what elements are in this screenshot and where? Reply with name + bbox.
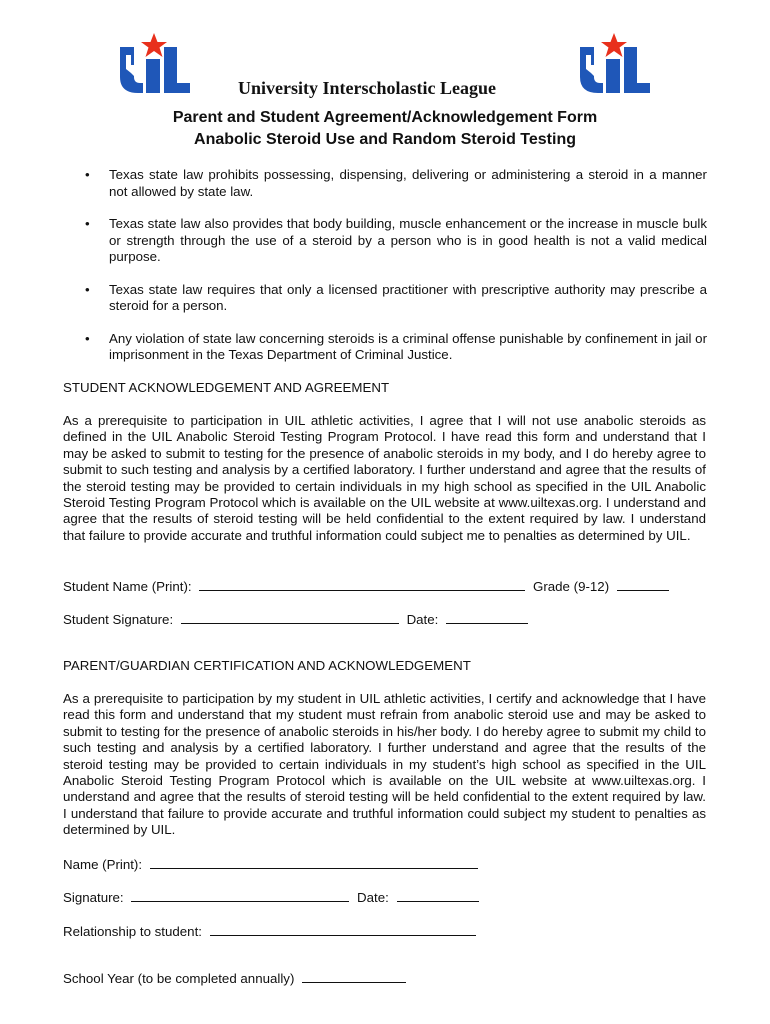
uil-logo-left	[116, 33, 192, 95]
uil-logo-right	[576, 33, 652, 95]
parent-signature-row	[63, 888, 483, 905]
letter-l	[624, 47, 650, 93]
bullet-item: • Texas state law also provides that body building, muscle enhancement or the increase in muscle bulk or strength through the use of a steroid by a person who is in good health is not a valid medical purpose.	[85, 216, 707, 264]
org-title: University Interscholastic League	[238, 78, 496, 98]
student-name-row	[63, 577, 673, 594]
relationship-field[interactable]	[210, 922, 476, 936]
bullet-item: • Any violation of state law concerning steroids is a criminal offense punishable by confinement in jail or imprisonment in the Texas Department of Criminal Justice.	[85, 330, 707, 362]
form-title-line1: Parent and Student Agreement/Acknowledgement Form	[172, 109, 598, 126]
star-icon	[141, 33, 167, 57]
parent-signature-field[interactable]	[131, 888, 349, 902]
letter-i	[146, 59, 160, 93]
student-name-label: Student Name (Print):	[63, 579, 192, 594]
school-year-label: School Year (to be completed annually)	[63, 971, 295, 986]
bullet-icon: •	[85, 281, 90, 297]
student-signature-label: Student Signature:	[63, 612, 174, 627]
parent-name-field[interactable]	[150, 855, 478, 869]
bullet-icon: •	[85, 330, 90, 346]
school-year-field[interactable]	[302, 969, 406, 983]
parent-name-row	[63, 855, 482, 872]
parent-section-heading: PARENT/GUARDIAN CERTIFICATION AND ACKNOWLEDGEMENT	[63, 658, 471, 673]
star-icon	[601, 33, 627, 57]
school-year-row	[63, 969, 410, 986]
bullet-item: • Texas state law prohibits possessing, dispensing, delivering or administering a steroid in a manner not allowed by state law.	[85, 167, 707, 199]
parent-signature-label: Signature:	[63, 890, 124, 905]
bullet-icon: •	[85, 167, 90, 182]
letter-l	[164, 47, 190, 93]
parent-certification-paragraph: As a prerequisite to participation by my student in UIL athletic activities, I certify and acknowledge that I have read this form and understand that my student must refrain from anabolic steroid use and may be asked to submit to testing for the presence of anabolic steroids in his/her body. I do hereby agree to submit my child to such testing and analysis by a certified laboratory. I further understand and agree that the results of the steroid testing may be provided to certain individuals in my student’s high school as specified in the UIL Anabolic Steroid Testing Program Protocol which is available on the UIL website at www.uiltexas.org. I understand and agree that the results of steroid testing will be held confidential to the extent required by law. I understand that failure to provide accurate and truthful information could subject my student to penalties as determined by UIL.	[63, 691, 706, 838]
letter-i	[606, 59, 620, 93]
parent-date-field[interactable]	[397, 888, 479, 902]
bullet-item: • Texas state law requires that only a licensed practitioner with prescriptive authority may prescribe a steroid for a person.	[85, 281, 707, 313]
law-bullet-list	[85, 167, 707, 380]
grade-field[interactable]	[617, 577, 669, 591]
parent-name-label: Name (Print):	[63, 857, 143, 872]
relationship-label: Relationship to student:	[63, 924, 202, 939]
student-name-field[interactable]	[199, 577, 525, 591]
bullet-icon: •	[85, 216, 90, 231]
student-section-heading: STUDENT ACKNOWLEDGEMENT AND AGREEMENT	[63, 380, 390, 395]
parent-date-label: Date:	[357, 890, 389, 905]
student-signature-row	[63, 610, 532, 627]
grade-label: Grade (9-12)	[533, 579, 610, 594]
relationship-row	[63, 922, 480, 939]
student-date-field[interactable]	[446, 610, 528, 624]
student-agreement-paragraph: As a prerequisite to participation in UIL athletic activities, I agree that I will not use anabolic steroids as defined in the UIL Anabolic Steroid Testing Program Protocol. I have read this form and understand that I may be asked to submit to testing for the presence of anabolic steroids in my body, and I do hereby agree to submit to such testing and analysis by a certified laboratory. I further understand and agree that the results of the steroid testing may be provided to certain individuals in my high school as specified in the UIL Anabolic Steroid Testing Program Protocol which is available on the UIL website at www.uiltexas.org. I understand and agree that the results of steroid testing will be held confidential to the extent required by law. I understand that failure to provide accurate and truthful information could subject me to penalties as determined by UIL.	[63, 413, 706, 543]
student-date-label: Date:	[406, 612, 439, 627]
student-signature-field[interactable]	[181, 610, 399, 624]
form-title-line2: Anabolic Steroid Use and Random Steroid Testing	[194, 131, 576, 148]
